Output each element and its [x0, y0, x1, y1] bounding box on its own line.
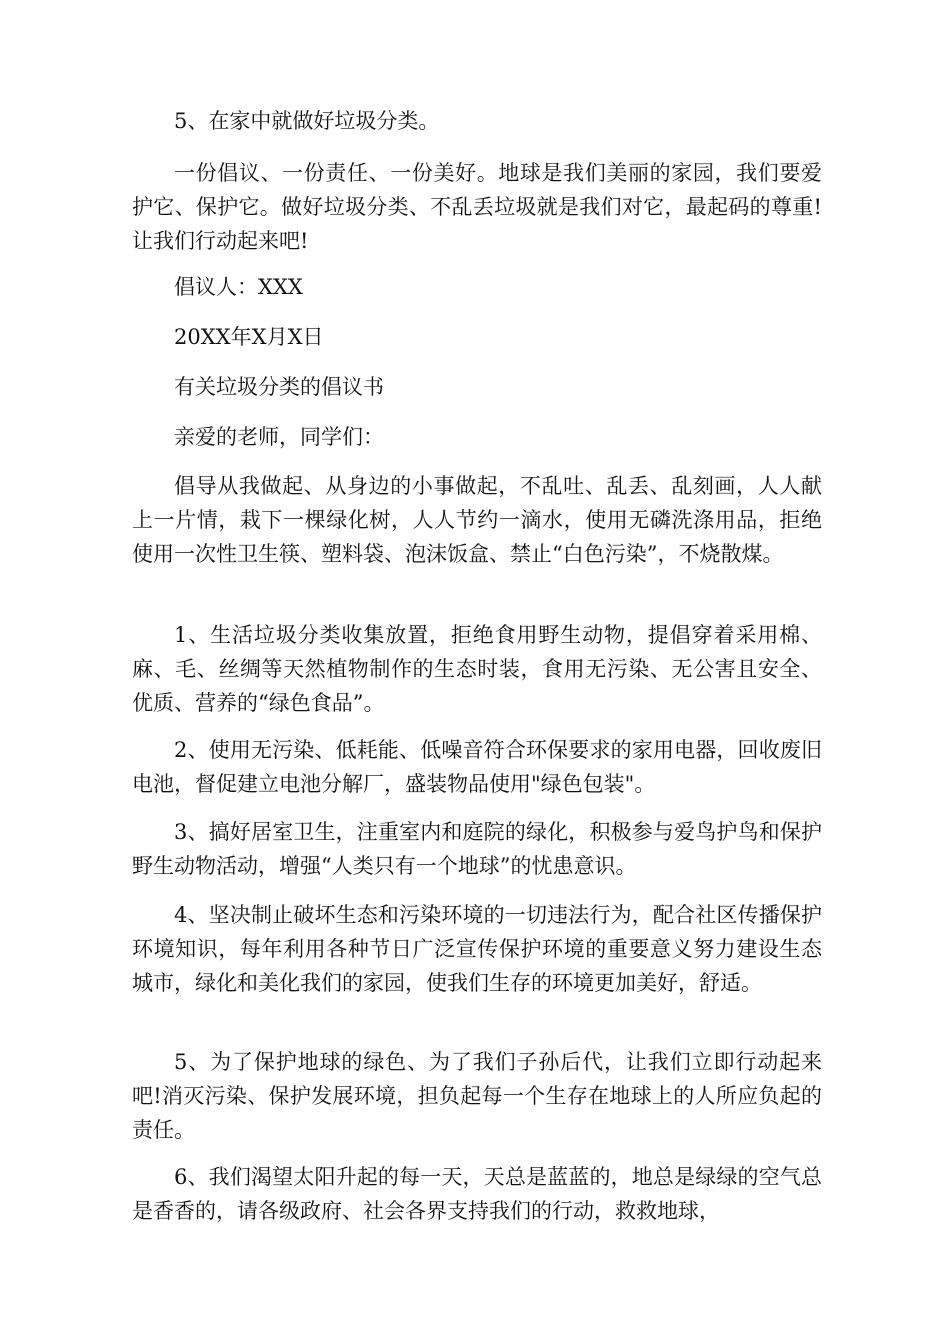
paragraph-item-5-home-sorting: 5、在家中就做好垃圾分类。 [174, 109, 440, 133]
paragraph-item-2: 2、使用无污染、低耗能、低噪音符合环保要求的家用电器，回收废旧电池，督促建立电池分解厂，盛装物品使用"绿色包装"。 [132, 738, 822, 796]
paragraph-salutation: 亲爱的老师，同学们： [174, 425, 384, 449]
paragraph-closing-appeal: 一份倡议、一份责任、一份美好。地球是我们美丽的家园，我们要爱护它、保护它。做好垃圾分类、不乱丢垃圾就是我们对它，最起码的尊重!让我们行动起来吧! [132, 161, 822, 253]
paragraph-item-6: 6、我们渴望太阳升起的每一天，天总是蓝蓝的，地总是绿绿的空气总是香香的，请各级政府、社会各界支持我们的行动，救救地球， [132, 1165, 822, 1223]
paragraph-date: 20XX年X月X日 [174, 325, 324, 349]
paragraph-section-title: 有关垃圾分类的倡议书 [174, 375, 384, 399]
paragraph-item-4: 4、坚决制止破坏生态和污染环境的一切违法行为，配合社区传播保护环境知识，每年利用各种节日广泛宣传保护环境的重要意义努力建设生态城市，绿化和美化我们的家园，使我们生存的环境更加美好，舒适。 [132, 903, 822, 995]
paragraph-item-3: 3、搞好居室卫生，注重室内和庭院的绿化，积极参与爱鸟护鸟和保护野生动物活动，增强“人类只有一个地球”的忧患意识。 [132, 820, 822, 878]
paragraph-initiator: 倡议人：XXX [174, 275, 303, 299]
paragraph-item-1: 1、生活垃圾分类收集放置，拒绝食用野生动物，提倡穿着采用棉、麻、毛、丝绸等天然植物制作的生态时装，食用无污染、无公害且安全、优质、营养的“绿色食品”。 [132, 623, 822, 715]
paragraph-introduction: 倡导从我做起、从身边的小事做起，不乱吐、乱丢、乱刻画，人人献上一片情，栽下一棵绿化树，人人节约一滴水，使用无磷洗涤用品，拒绝使用一次性卫生筷、塑料袋、泡沫饭盒、禁止“白色污染”，不烧散煤。 [132, 474, 822, 566]
paragraph-item-5: 5、为了保护地球的绿色、为了我们子孙后代，让我们立即行动起来吧!消灭污染、保护发展环境，担负起每一个生存在地球上的人所应负起的责任。 [132, 1050, 822, 1142]
